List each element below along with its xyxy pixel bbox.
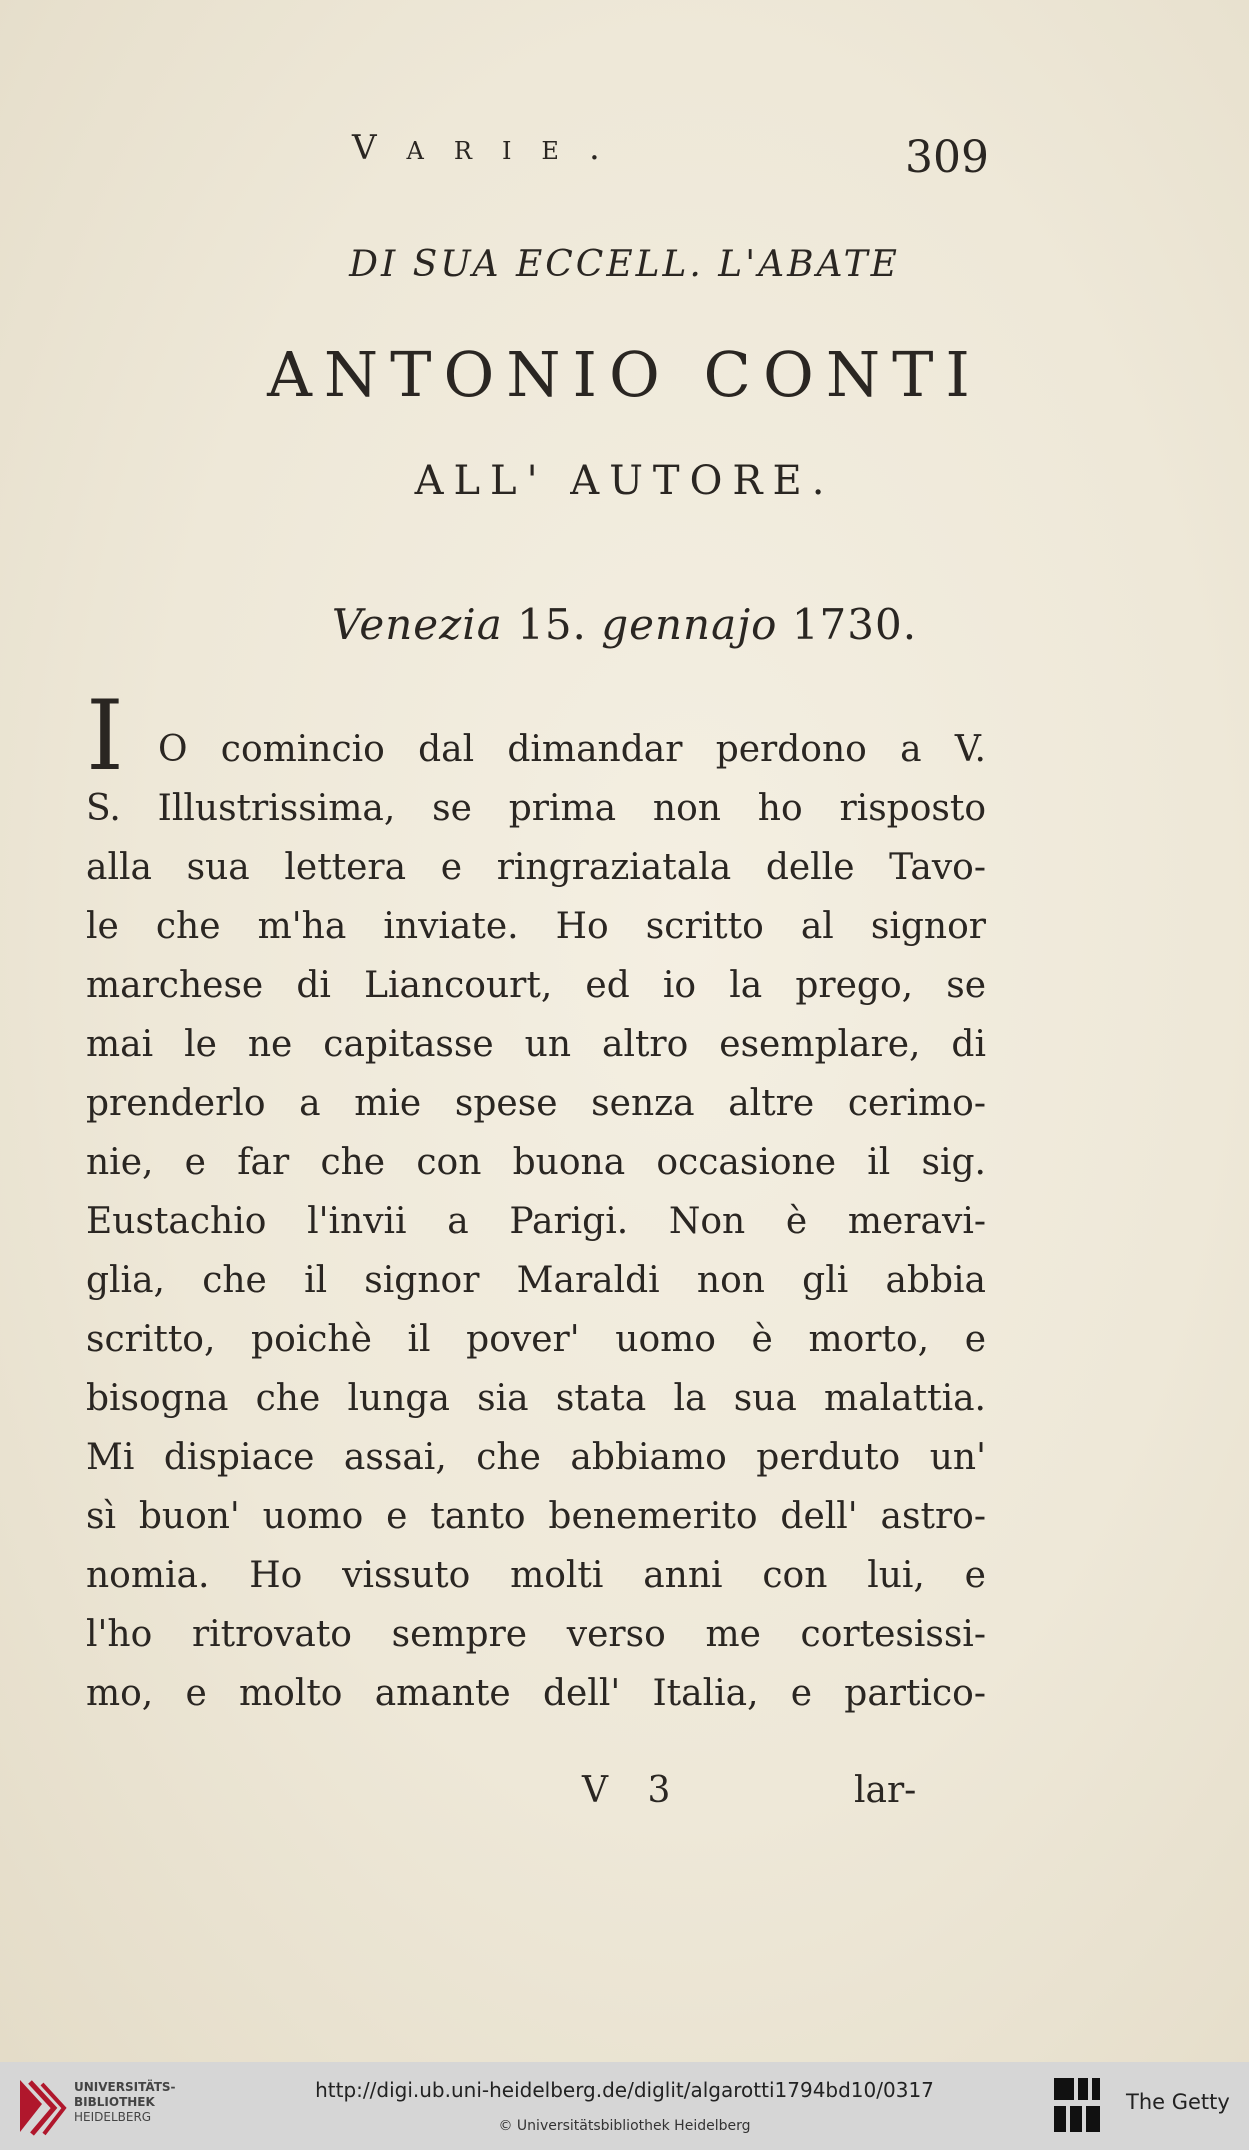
partner-name: The Getty xyxy=(1126,2090,1230,2114)
body-line: scritto, poichè il pover' uomo è morto, e xyxy=(86,1319,986,1360)
body-line: l'ho ritrovato sempre verso me cortesissi- xyxy=(86,1614,986,1655)
signature-mark: V 3 xyxy=(582,1770,685,1811)
getty-logo-icon xyxy=(1052,2076,1102,2134)
body-line: sì buon' uomo e tanto benemerito dell' astro- xyxy=(86,1496,986,1537)
page-number: 309 xyxy=(905,132,989,183)
running-head-title: Varie. xyxy=(352,128,630,168)
body-line: nie, e far che con buona occasione il sig. xyxy=(86,1142,986,1183)
letter-title: ANTONIO CONTI xyxy=(267,338,982,411)
institution-line: BIBLIOTHEK xyxy=(74,2095,155,2109)
body-line: Eustachio l'invii a Parigi. Non è meravi- xyxy=(86,1201,986,1242)
body-line: marchese di Liancourt, ed io la prego, se xyxy=(86,965,986,1006)
letter-body xyxy=(86,720,986,1723)
body-line: O comincio dal dimandar perdono a V. xyxy=(158,729,986,770)
permalink[interactable]: http://digi.ub.uni-heidelberg.de/diglit/algarotti1794bd10/0317 xyxy=(315,2078,934,2102)
letter-addressee: ALL' AUTORE. xyxy=(414,458,835,504)
body-line: glia, che il signor Maraldi non gli abbia xyxy=(86,1260,986,1301)
institution-line: HEIDELBERG xyxy=(74,2110,152,2124)
body-line: mo, e molto amante dell' Italia, e partico- xyxy=(86,1673,986,1714)
dateline-month: gennajo xyxy=(601,600,778,649)
body-line: alla sua lettera e ringraziatala delle Tavo- xyxy=(86,847,986,888)
dateline-year: 1730. xyxy=(791,600,918,649)
dateline-place: Venezia xyxy=(331,600,503,649)
body-line: mai le ne capitasse un altro esemplare, di xyxy=(86,1024,986,1065)
body-line: bisogna che lunga sia stata la sua malattia. xyxy=(86,1378,986,1419)
body-line: Mi dispiace assai, che abbiamo perduto un' xyxy=(86,1437,986,1478)
drop-cap: I xyxy=(86,680,124,792)
dateline xyxy=(0,600,1249,649)
catchword: lar- xyxy=(854,1770,917,1811)
page-foot xyxy=(0,1770,1249,1820)
dateline-day: 15. xyxy=(517,600,587,649)
body-line: S. Illustrissima, se prima non ho risposto xyxy=(86,788,986,829)
body-line: le che m'ha inviate. Ho scritto al signor xyxy=(86,906,986,947)
body-line: nomia. Ho vissuto molti anni con lui, e xyxy=(86,1555,986,1596)
viewer-footer xyxy=(0,2062,1249,2150)
institution-line: UNIVERSITÄTS- xyxy=(74,2080,176,2094)
running-head xyxy=(0,128,1249,188)
letter-subtitle: DI SUA ECCELL. L'ABATE xyxy=(349,244,900,285)
copyright-notice: © Universitätsbibliothek Heidelberg xyxy=(498,2118,751,2134)
body-line: prenderlo a mie spese senza altre cerimo- xyxy=(86,1083,986,1124)
